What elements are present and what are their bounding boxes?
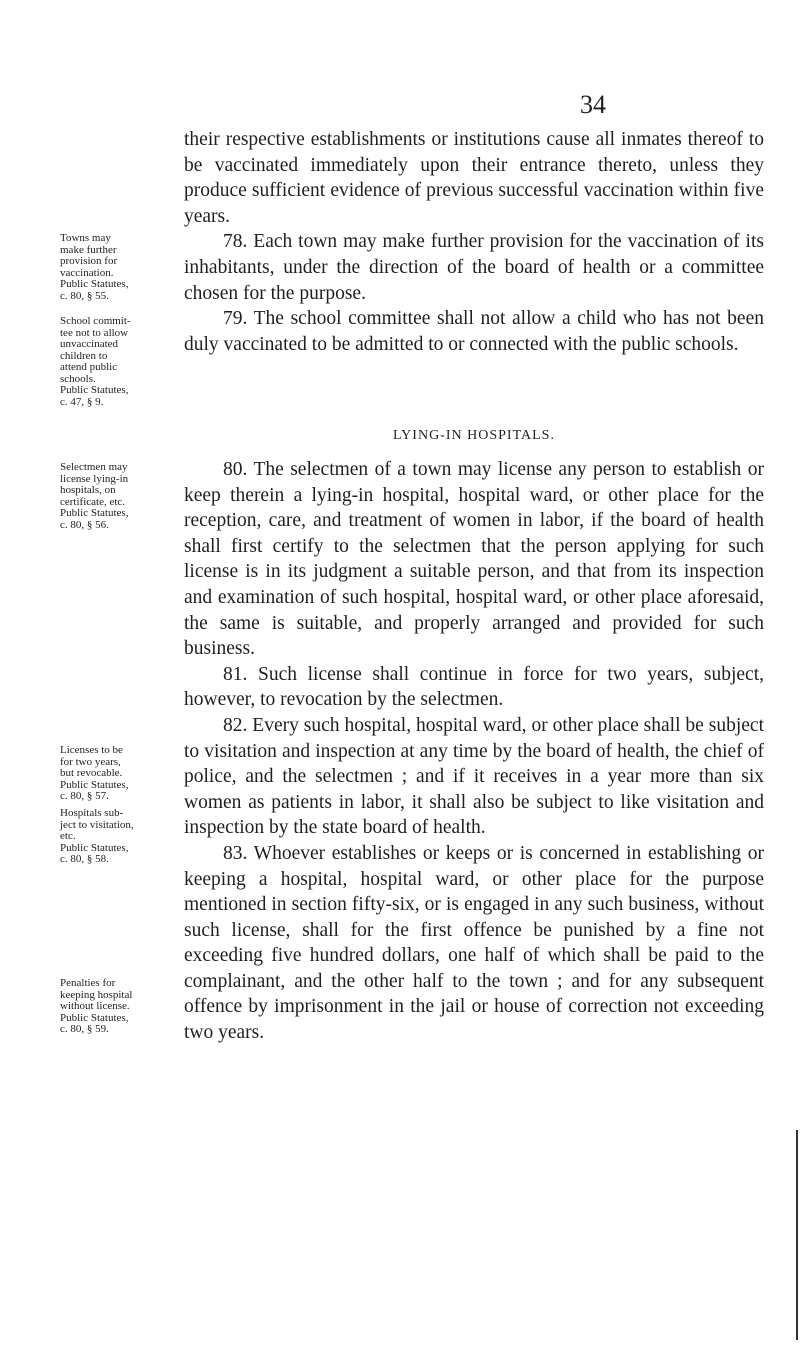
paragraph-83: 83. Whoever establishes or keeps or is concerned in establishing or keeping a hospital, hospital ward, or other place for the purpose mentioned in section fifty-six, or is engaged in any such business, without such license, shall for the first offence be punished by a fine not exceeding five hundred dollars, one half of which shall be paid to the complainant, and the other half to the town ; and for any subsequent offence by imprisonment in the jail or house of correction not exceeding two years.	[184, 842, 764, 1044]
margin-note-81: Licenses to be for two years, but revocable. Public Statutes, c. 80, § 57.	[60, 744, 129, 802]
margin-note-80: Selectmen may license lying-in hospitals, on certificate, etc. Public Statutes, c. 80, § 56.	[60, 461, 129, 531]
body-block-2	[184, 457, 764, 1046]
margin-note-82: Hospitals sub- ject to visitation, etc. Public Statutes, c. 80, § 58.	[60, 807, 134, 865]
section-heading: LYING-IN HOSPITALS.	[393, 428, 555, 443]
page-edge-mark	[796, 1130, 798, 1340]
margin-note-79: School commit- tee not to allow unvaccinated children to attend public schools. Public Statutes, c. 47, § 9.	[60, 315, 131, 408]
margin-note-78: Towns may make further provision for vaccination. Public Statutes, c. 80, § 55.	[60, 232, 129, 302]
paragraph-81: 81. Such license shall continue in force for two years, subject, however, to revocation by the selectmen.	[184, 663, 764, 711]
paragraph-78: 78. Each town may make further provision for the vaccination of its inhabitants, under the direction of the board of health or a committee chosen for the purpose.	[184, 231, 764, 304]
margin-note-83: Penalties for keeping hospital without license. Public Statutes, c. 80, § 59.	[60, 977, 133, 1035]
paragraph-80: 80. The selectmen of a town may license any person to establish or keep therein a lying-in hospital, hospital ward, or other place for the reception, care, and treatment of women in labor, if the board of health shall first certify to the selectmen that the person applying for such license is in its judgment a suitable person, and that from its inspection and examination of such hospital, hospital ward, or other place aforesaid, the same is suitable, and properly arranged and provided for such business.	[184, 459, 764, 660]
paragraph-continued: their respective establishments or institutions cause all inmates thereof to be vaccinated immediately upon their entrance thereto, unless they produce sufficient evidence of previous successful vaccination within five years.	[184, 129, 764, 227]
paragraph-82: 82. Every such hospital, hospital ward, or other place shall be subject to visitation and inspection at any time by the board of health, the chief of police, and the selectmen ; and if it receives in a year more than six women as patients in labor, it shall also be subject to like visitation and inspection by the state board of health.	[184, 714, 764, 839]
page-number: 34	[580, 90, 606, 119]
paragraph-79: 79. The school committee shall not allow a child who has not been duly vaccinated to be admitted to or connected with the public schools.	[184, 308, 764, 355]
body-block-1	[184, 127, 764, 357]
